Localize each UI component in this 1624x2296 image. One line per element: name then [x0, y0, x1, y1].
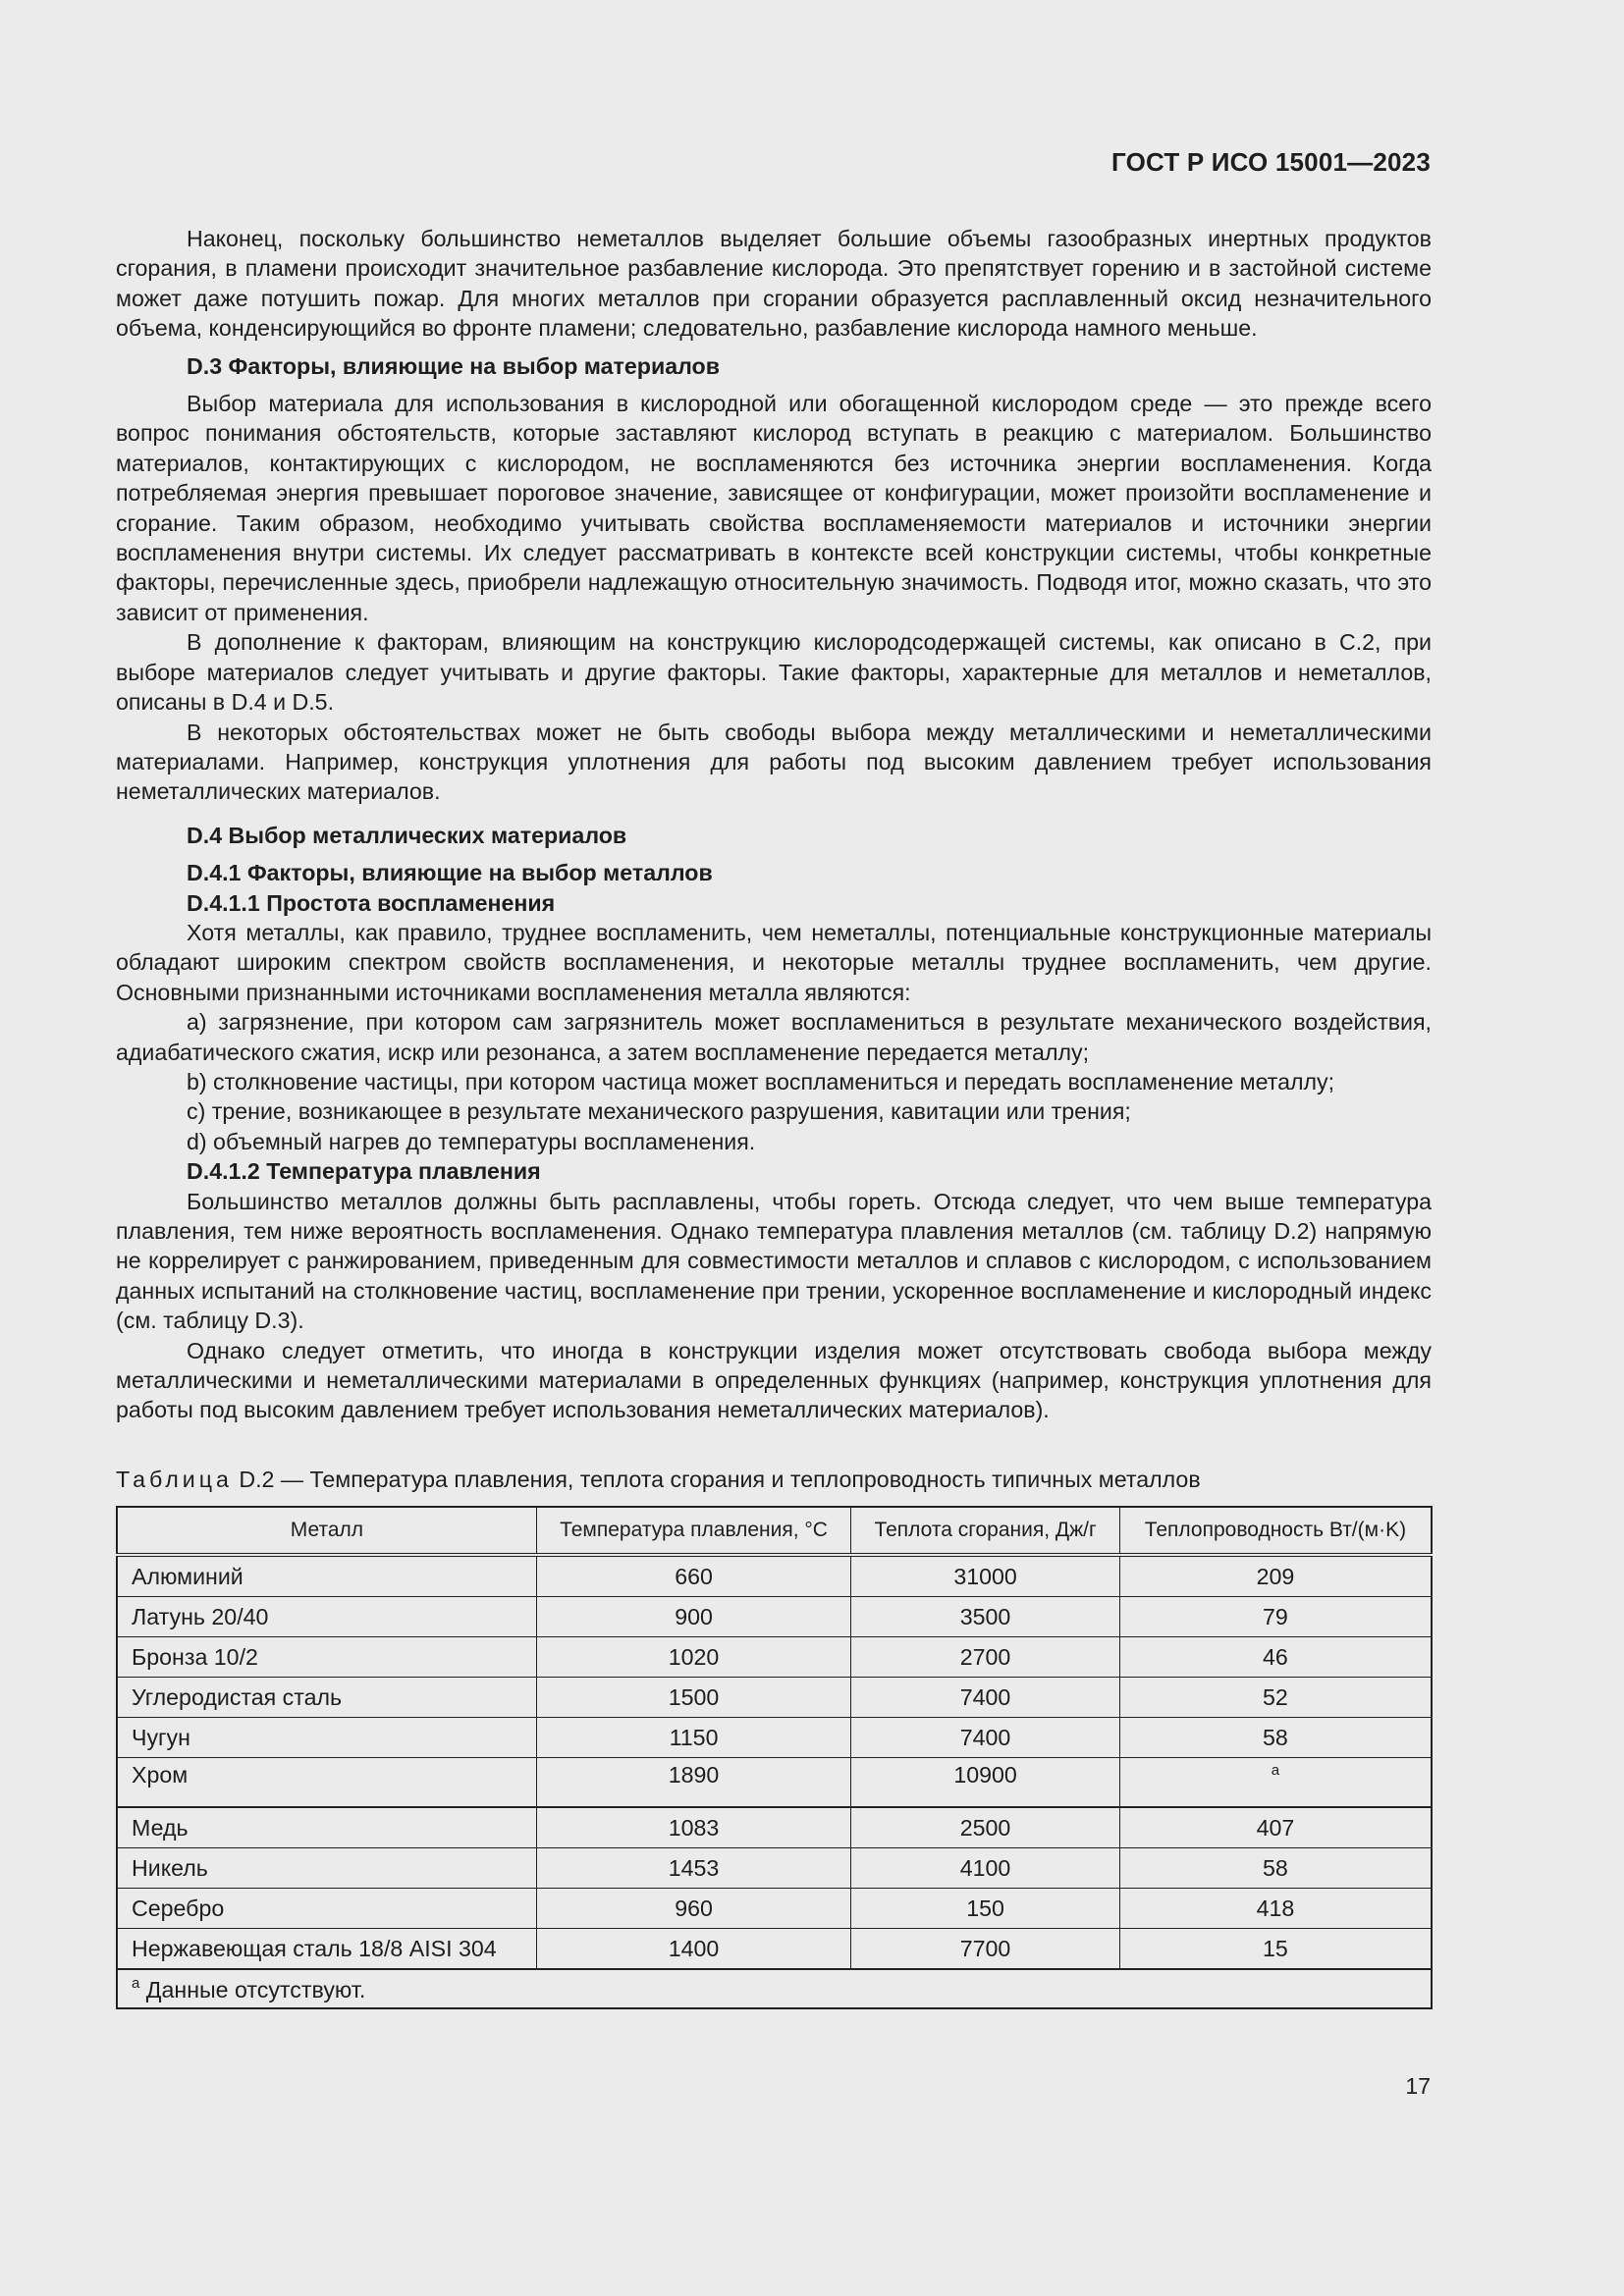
metal-name-cell: Никель: [117, 1848, 536, 1889]
table-row: [117, 1637, 1432, 1678]
footnote-text: Данные отсутствуют.: [139, 1976, 366, 2002]
metal-name-cell: Нержавеющая сталь 18/8 AISI 304: [117, 1929, 536, 1970]
list-item: c) трение, возникающее в результате механического разрушения, кавитации или трения;: [187, 1098, 1131, 1125]
paragraph: Однако следует отметить, что иногда в конструкции изделия может отсутствовать свобода выбора между металлическими и неметаллическими материалами в определенных функциях (например, конструкция уплотнения для работы под высоким давлением требует использования неметаллических материалов).: [116, 1337, 1432, 1423]
table-row: [117, 1678, 1432, 1718]
paragraph: Хотя металлы, как правило, труднее воспламенить, чем неметаллы, потенциальные конструкционные материалы обладают широким спектром свойств воспламенения, и некоторые металлы труднее воспламенить, чем другие. Основными признанными источниками воспламенения металла являются:: [116, 919, 1432, 1005]
metal-name-cell: Серебро: [117, 1889, 536, 1929]
subsection-heading: D.4.1 Факторы, влияющие на выбор металлов: [187, 860, 713, 886]
heat-of-combustion-cell: 4100: [851, 1848, 1120, 1889]
footnote-marker: a: [132, 1974, 140, 1992]
melting-point-cell: 660: [536, 1555, 850, 1597]
thermal-conductivity-cell: 58: [1119, 1718, 1432, 1758]
footnote-marker: a: [1271, 1762, 1280, 1779]
page-number: 17: [1405, 2073, 1431, 2099]
section-heading: D.4 Выбор металлических материалов: [187, 822, 627, 848]
melting-point-cell: 1453: [536, 1848, 850, 1889]
thermal-conductivity-cell: [1119, 1758, 1432, 1808]
table-row: [117, 1718, 1432, 1758]
heat-of-combustion-cell: 31000: [851, 1555, 1120, 1597]
document-body: [116, 224, 1432, 1425]
thermal-conductivity-cell: 209: [1119, 1555, 1432, 1597]
melting-point-cell: 1890: [536, 1758, 850, 1808]
table-row: [117, 1929, 1432, 1970]
table-footnote: [117, 1969, 1432, 2008]
subsection-heading: D.4.1.2 Температура плавления: [187, 1158, 541, 1185]
metal-name-cell: Латунь 20/40: [117, 1597, 536, 1637]
heat-of-combustion-cell: 7400: [851, 1718, 1120, 1758]
metal-name-cell: Хром: [117, 1758, 536, 1808]
thermal-conductivity-cell: 52: [1119, 1678, 1432, 1718]
metal-name-cell: Углеродистая сталь: [117, 1678, 536, 1718]
thermal-conductivity-cell: 79: [1119, 1597, 1432, 1637]
subsection-heading: D.4.1.1 Простота воспламенения: [187, 889, 556, 916]
paragraph: Большинство металлов должны быть расплавлены, чтобы гореть. Отсюда следует, что чем выше температура плавления, тем ниже вероятность воспламенения. Однако температура плавления металлов (см. таблицу D.2) напрямую не коррелирует с ранжированием, приведенным для совместимости металлов и сплавов с кислородом, с использованием данных испытаний на столкновение частиц, воспламенение при трении, ускоренное воспламенение и кислородный индекс (см. таблицу D.3).: [116, 1188, 1432, 1334]
thermal-conductivity-cell: 407: [1119, 1807, 1432, 1848]
table-row: [117, 1889, 1432, 1929]
melting-point-cell: 1083: [536, 1807, 850, 1848]
metal-name-cell: Медь: [117, 1807, 536, 1848]
heat-of-combustion-cell: 3500: [851, 1597, 1120, 1637]
paragraph: В дополнение к факторам, влияющим на конструкцию кислородсодержащей системы, как описано в С.2, при выборе материалов следует учитывать и другие факторы. Такие факторы, характерные для металлов и неметаллов, описаны в D.4 и D.5.: [116, 629, 1432, 716]
paragraph: Наконец, поскольку большинство неметаллов выделяет большие объемы газообразных инертных продуктов сгорания, в пламени происходит значительное разбавление кислорода. Это препятствует горению и в застойной системе может даже потушить пожар. Для многих металлов при сгорании образуется расплавленный оксид незначительного объема, конденсирующийся во фронте пламени; следовательно, разбавление кислорода намного меньше.: [116, 226, 1432, 342]
melting-point-cell: 1400: [536, 1929, 850, 1970]
table-footnote-row: [117, 1969, 1432, 2008]
melting-point-cell: 1020: [536, 1637, 850, 1678]
table-caption: [116, 1465, 1432, 1494]
melting-point-cell: 900: [536, 1597, 850, 1637]
paragraph: Выбор материала для использования в кислородной или обогащенной кислородом среде — это прежде всего вопрос понимания обстоятельств, которые заставляют кислород вступать в реакцию с материалом. Большинство материалов, контактирующих с кислородом, не воспламеняются без источника энергии воспламенения. Когда потребляемая энергия превышает пороговое значение, зависящее от конфигурации, может произойти воспламенение и сгорание. Таким образом, необходимо учитывать свойства воспламеняемости материалов и источники энергии воспламенения внутри системы. Их следует рассматривать в контексте всей конструкции системы, чтобы конкретные факторы, перечисленные здесь, приобрели надлежащую относительную значимость. Подводя итог, можно сказать, что это зависит от применения.: [116, 391, 1432, 625]
melting-point-cell: 1150: [536, 1718, 850, 1758]
column-header: Теплопроводность Вт/(м·K): [1119, 1507, 1432, 1555]
metal-name-cell: Бронза 10/2: [117, 1637, 536, 1678]
thermal-conductivity-cell: 418: [1119, 1889, 1432, 1929]
heat-of-combustion-cell: 150: [851, 1889, 1120, 1929]
table-row: [117, 1758, 1432, 1808]
table-caption-text: D.2 — Температура плавления, теплота сгорания и теплопроводность типичных металлов: [232, 1467, 1201, 1492]
column-header: Температура плавления, °С: [536, 1507, 850, 1555]
section-heading: D.3 Факторы, влияющие на выбор материалов: [187, 352, 720, 379]
heat-of-combustion-cell: 2700: [851, 1637, 1120, 1678]
table-row: [117, 1848, 1432, 1889]
melting-point-cell: 960: [536, 1889, 850, 1929]
thermal-conductivity-cell: 15: [1119, 1929, 1432, 1970]
table-header-row: [117, 1507, 1432, 1555]
metal-name-cell: Чугун: [117, 1718, 536, 1758]
table-row: [117, 1555, 1432, 1597]
heat-of-combustion-cell: 7400: [851, 1678, 1120, 1718]
table-caption-label: Таблица: [116, 1467, 233, 1492]
metal-name-cell: Алюминий: [117, 1555, 536, 1597]
table-row: [117, 1597, 1432, 1637]
thermal-conductivity-cell: 58: [1119, 1848, 1432, 1889]
list-item: d) объемный нагрев до температуры воспламенения.: [187, 1128, 756, 1154]
metals-table: [116, 1506, 1433, 2009]
list-item: a) загрязнение, при котором сам загрязнитель может воспламениться в результате механического воздействия, адиабатического сжатия, искр или резонанса, а затем воспламенение передается металлу;: [116, 1009, 1432, 1065]
melting-point-cell: 1500: [536, 1678, 850, 1718]
heat-of-combustion-cell: 10900: [851, 1758, 1120, 1808]
column-header: Теплота сгорания, Дж/г: [851, 1507, 1120, 1555]
paragraph: В некоторых обстоятельствах может не быть свободы выбора между металлическими и неметаллическими материалами. Например, конструкция уплотнения для работы под высоким давлением требует использования неметаллических материалов.: [116, 719, 1432, 805]
heat-of-combustion-cell: 2500: [851, 1807, 1120, 1848]
thermal-conductivity-cell: 46: [1119, 1637, 1432, 1678]
list-item: b) столкновение частицы, при котором частица может воспламениться и передать воспламенение металлу;: [187, 1068, 1335, 1095]
document-header: ГОСТ Р ИСО 15001—2023: [1110, 147, 1431, 177]
table-row: [117, 1807, 1432, 1848]
heat-of-combustion-cell: 7700: [851, 1929, 1120, 1970]
column-header: Металл: [117, 1507, 536, 1555]
